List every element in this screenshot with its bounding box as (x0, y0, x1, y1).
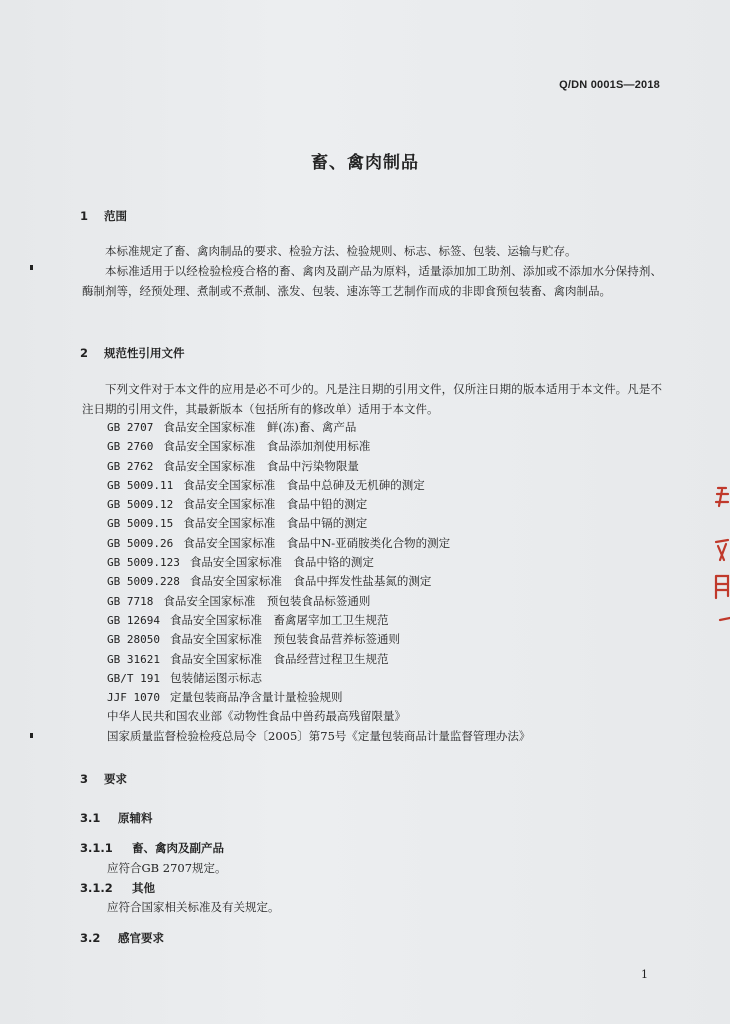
section-number: 3.1 (80, 811, 101, 825)
section-3-heading (80, 771, 127, 787)
reference-item (107, 573, 530, 592)
reference-code: GB/T 191 (107, 671, 160, 685)
section-3-1-1-text: 应符合GB 2707规定。 (107, 861, 227, 875)
reference-item (107, 477, 530, 496)
reference-title: 国家质量监督检验检疫总局令〔2005〕第75号《定量包装商品计量监督管理办法》 (107, 728, 531, 743)
scope-paragraph-1: 本标准规定了畜、禽肉制品的要求、检验方法、检验规则、标志、标签、包装、运输与贮存。 (105, 244, 577, 258)
reference-title: 食品安全国家标准 畜禽屠宰加工卫生规范 (169, 612, 389, 627)
reference-item (107, 689, 530, 708)
reference-title: 食品安全国家标准 食品中总砷及无机砷的测定 (183, 477, 425, 492)
reference-title: 食品安全国家标准 食品中铬的测定 (189, 555, 374, 570)
section-3-1-2-text: 应符合国家相关标准及有关规定。 (107, 900, 280, 914)
reference-item (107, 728, 530, 747)
reference-item (107, 670, 530, 689)
reference-code: GB 31621 (107, 652, 160, 666)
section-1-heading (80, 208, 127, 224)
reference-item (107, 419, 530, 438)
section-title: 范围 (104, 209, 128, 223)
section-3-1-heading (80, 810, 153, 826)
reference-title: 食品安全国家标准 预包装食品标签通则 (163, 593, 371, 608)
section-number: 3.1.1 (80, 841, 113, 855)
reference-item (107, 612, 530, 631)
reference-title: 食品安全国家标准 食品中铅的测定 (183, 497, 368, 512)
reference-item (107, 496, 530, 515)
reference-item (107, 554, 530, 573)
section-title: 原辅料 (118, 811, 153, 825)
reference-item (107, 438, 530, 457)
reference-title: 食品安全国家标准 食品经营过程卫生规范 (169, 651, 389, 666)
reference-title: 食品安全国家标准 食品中N-亚硝胺类化合物的测定 (183, 535, 451, 550)
reference-title: 食品安全国家标准 食品中镉的测定 (183, 516, 368, 531)
standard-code: Q/DN 0001S—2018 (559, 79, 660, 91)
reference-code: GB 5009.11 (107, 478, 174, 492)
section-number: 2 (80, 346, 89, 360)
reference-code: GB 5009.228 (107, 575, 180, 589)
reference-item (107, 708, 530, 727)
section-number: 3.2 (80, 931, 101, 945)
reference-title: 包装储运图示标志 (169, 670, 262, 685)
reference-item (107, 458, 530, 477)
reference-code: GB 2762 (107, 459, 154, 473)
seal-stamp-fragment (704, 480, 730, 630)
reference-title: 食品安全国家标准 鲜(冻)畜、禽产品 (163, 420, 357, 434)
section-number: 1 (80, 209, 89, 223)
reference-code: GB 5009.26 (107, 536, 174, 550)
margin-mark (30, 265, 33, 270)
reference-item (107, 535, 530, 554)
references-intro-paragraph: 下列文件对于本文件的应用是必不可少的。凡是注日期的引用文件，仅所注日期的版本适用于本文件。凡是不注日期的引用文件，其最新版本（包括所有的修改单）适用于本文件。 (82, 382, 662, 416)
reference-list (107, 419, 530, 747)
section-3-2-heading (80, 930, 164, 946)
section-3-1-2-heading (80, 880, 155, 896)
section-title: 畜、禽肉及副产品 (132, 841, 225, 855)
reference-title: 食品安全国家标准 食品中挥发性盐基氮的测定 (189, 574, 432, 589)
section-2-heading (80, 345, 185, 361)
section-title: 规范性引用文件 (104, 346, 185, 360)
section-number: 3 (80, 772, 89, 786)
section-title: 要求 (104, 772, 128, 786)
margin-mark (30, 733, 33, 738)
page-number: 1 (641, 968, 648, 981)
reference-title: 中华人民共和国农业部《动物性食品中兽药最高残留限量》 (107, 709, 406, 724)
section-title: 感官要求 (118, 931, 165, 945)
section-number: 3.1.2 (80, 881, 113, 895)
section-3-1-1-heading (80, 840, 224, 856)
reference-code: JJF 1070 (107, 691, 160, 705)
reference-code: GB 2707 (107, 421, 154, 434)
reference-code: GB 5009.15 (107, 517, 174, 531)
reference-item (107, 515, 530, 534)
reference-code: GB 5009.123 (107, 556, 180, 570)
reference-code: GB 5009.12 (107, 498, 174, 512)
reference-title: 食品安全国家标准 预包装食品营养标签通则 (169, 632, 400, 647)
document-title: 畜、禽肉制品 (311, 153, 419, 173)
reference-code: GB 7718 (107, 594, 154, 608)
reference-item (107, 593, 530, 612)
reference-code: GB 12694 (107, 613, 160, 627)
reference-code: GB 28050 (107, 633, 160, 647)
reference-title: 食品安全国家标准 食品添加剂使用标准 (163, 439, 371, 454)
reference-title: 定量包装商品净含量计量检验规则 (169, 690, 343, 705)
reference-title: 食品安全国家标准 食品中污染物限量 (163, 458, 359, 473)
scope-paragraph-2: 本标准适用于以经检验检疫合格的畜、禽肉及副产品为原料，适量添加加工助剂、添加或不添加水分保持剂、酶制剂等，经预处理、煮制或不煮制、涨发、包装、速冻等工艺制作而成的非即食预包装畜、禽肉制品。 (82, 264, 662, 298)
section-title: 其他 (132, 881, 156, 895)
reference-code: GB 2760 (107, 440, 154, 454)
reference-item (107, 651, 530, 670)
reference-item (107, 631, 530, 650)
